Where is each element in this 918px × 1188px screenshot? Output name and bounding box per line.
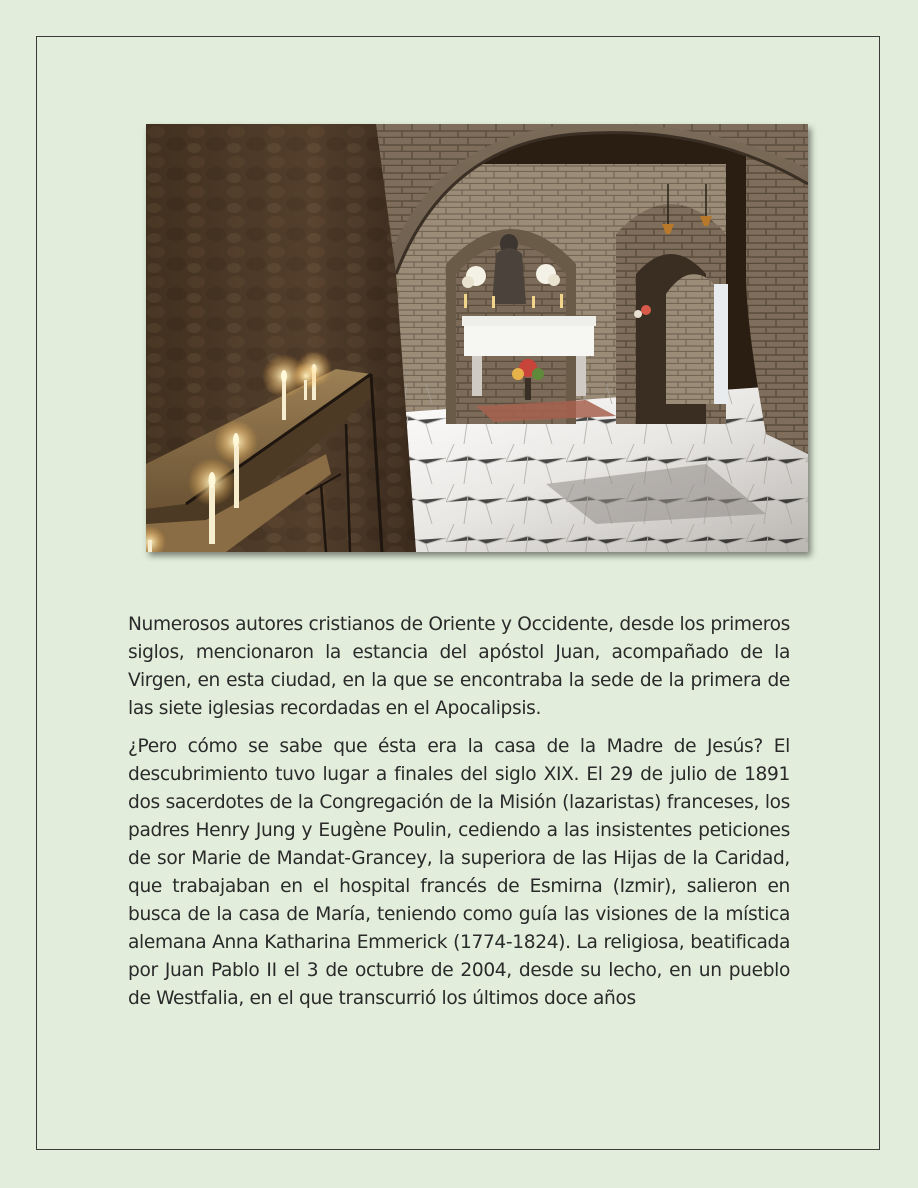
paragraph-1: Numerosos autores cristianos de Oriente y Occidente, desde los primeros siglos, mencionaron la estancia del apóstol Juan, acompañado de la Virgen, en esta ciudad, en la que se encontraba la sede de la primera de las siete iglesias recordadas en el Apocalipsis. <box>128 614 790 719</box>
body-text <box>128 611 790 1023</box>
chapel-interior-photo <box>146 124 808 552</box>
paragraph-2: ¿Pero cómo se sabe que ésta era la casa de la Madre de Jesús? El descubrimiento tuvo lugar a finales del siglo XIX. El 29 de julio de 1891 dos sacerdotes de la Congregación de la Misión (lazaristas) franceses, los padres Henry Jung y Eugène Poulin, cediendo a las insistentes peticiones de sor Marie de Mandat-Grancey, la superiora de las Hijas de la Caridad, que trabajaban en el hospital francés de Esmirna (Izmir), salieron en busca de la casa de María, teniendo como guía las visiones de la mística alemana Anna Katharina Emmerick (1774-1824). La religiosa, beatificada por Juan Pablo II el 3 de octubre de 2004, desde su lecho, en un pueblo de Westfalia, en el que transcurrió los últimos doce años <box>128 736 790 1009</box>
